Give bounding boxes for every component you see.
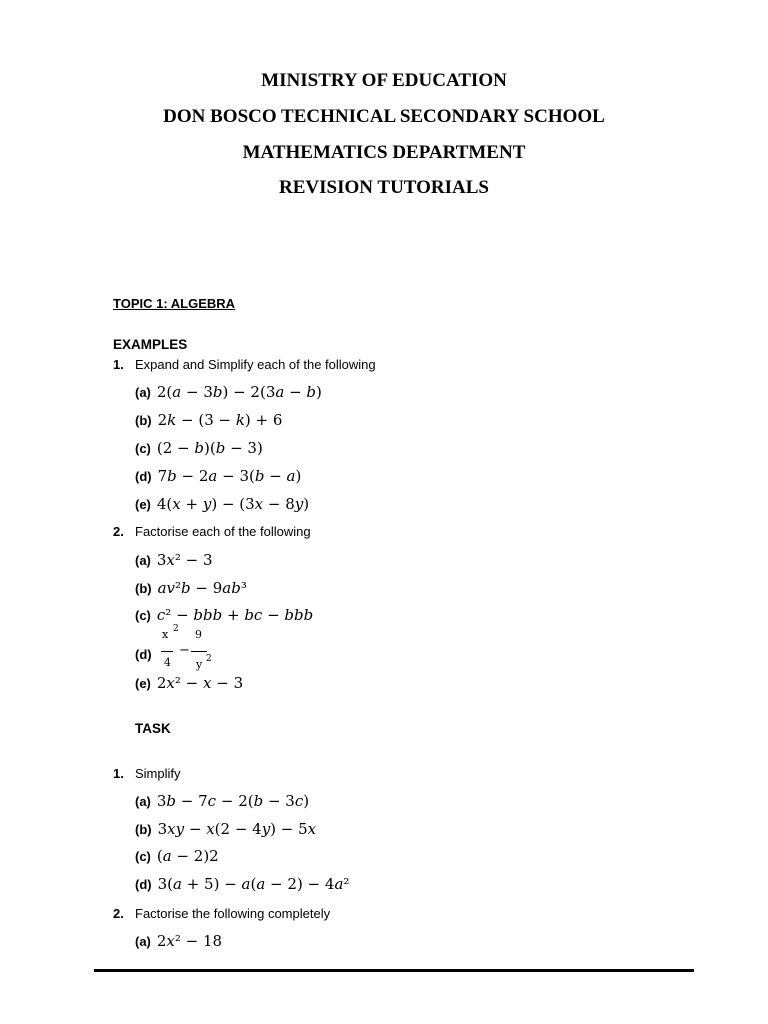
math-expression: 2𝑥² − 𝑥 − 3 — [156, 674, 244, 692]
example-item — [135, 606, 313, 625]
math-expression: 2(𝑎 − 3𝑏) − 2(3𝑎 − 𝑏) — [156, 383, 322, 401]
math-expression: 3𝑏 − 7𝑐 − 2(𝑏 − 3𝑐) — [156, 792, 310, 810]
example-item — [135, 439, 263, 458]
fraction-bar — [191, 651, 207, 652]
item-label: (a) — [135, 794, 151, 809]
department-name: MATHEMATICS DEPARTMENT — [242, 142, 526, 163]
example-question-text: Factorise each of the following — [135, 524, 311, 539]
example-item — [135, 551, 213, 570]
item-label: (c) — [135, 441, 151, 456]
task-item — [135, 792, 309, 811]
example-item — [135, 495, 309, 514]
item-label: (d) — [135, 877, 152, 892]
document-title: REVISION TUTORIALS — [279, 177, 489, 198]
task-item — [135, 847, 219, 866]
item-label: (a) — [135, 385, 151, 400]
fraction-exponent: 2 — [173, 624, 179, 634]
topic-heading: TOPIC 1: ALGEBRA — [113, 296, 236, 311]
item-label: (b) — [135, 581, 152, 596]
task-question-text: Simplify — [135, 766, 181, 781]
task-item — [135, 820, 316, 839]
math-expression: 3𝑥² − 3 — [156, 551, 213, 569]
item-label: (a) — [135, 934, 151, 949]
task-question-text: Factorise the following completely — [135, 906, 331, 921]
math-expression: 3𝑥𝑦 − 𝑥(2 − 4𝑦) − 5𝑥 — [157, 820, 317, 838]
example-question-text: Expand and Simplify each of the following — [135, 357, 376, 372]
item-label: (e) — [135, 497, 151, 512]
example-item — [135, 674, 243, 693]
item-label: (d) — [135, 469, 152, 484]
ministry-title: MINISTRY OF EDUCATION — [261, 70, 507, 91]
item-label: (b) — [135, 822, 152, 837]
fraction-denominator: y — [196, 658, 203, 671]
fraction-denominator: 4 — [164, 656, 171, 669]
item-label: (d) — [135, 647, 152, 662]
item-label: (c) — [135, 849, 151, 864]
task-question-number: 2. — [113, 906, 124, 921]
examples-heading: EXAMPLES — [113, 337, 188, 352]
math-expression: 4(𝑥 + 𝑦) − (3𝑥 − 8𝑦) — [156, 495, 310, 513]
math-expression: 3(𝑎 + 5) − 𝑎(𝑎 − 2) − 4𝑎² — [157, 875, 350, 893]
task-item — [135, 932, 222, 951]
task-item — [135, 875, 349, 894]
fraction-exponent: 2 — [206, 654, 212, 664]
example-item — [135, 411, 282, 430]
math-expression: 2𝑘 − (3 − 𝑘) + 6 — [157, 411, 283, 429]
math-expression: (2 − 𝑏)(𝑏 − 3) — [156, 439, 263, 457]
fraction-bar — [161, 651, 173, 652]
school-name: DON BOSCO TECHNICAL SECONDARY SCHOOL — [163, 106, 605, 127]
example-item — [135, 467, 301, 486]
example-item-fraction — [135, 626, 235, 672]
math-expression: 2𝑥² − 18 — [156, 932, 223, 950]
task-question-number: 1. — [113, 766, 124, 781]
fraction-numerator: 9 — [195, 628, 202, 641]
item-label: (b) — [135, 413, 152, 428]
example-question-number: 1. — [113, 357, 124, 372]
item-label: (e) — [135, 676, 151, 691]
item-label: (c) — [135, 608, 151, 623]
minus-sign: − — [179, 643, 190, 658]
math-expression: 7𝑏 − 2𝑎 − 3(𝑏 − 𝑎) — [157, 467, 302, 485]
fraction-numerator: x — [162, 628, 169, 641]
item-label: (a) — [135, 553, 151, 568]
math-expression: (𝑎 − 2)2 — [156, 847, 219, 865]
example-item — [135, 383, 322, 402]
math-expression: 𝑐² − 𝑏𝑏𝑏 + 𝑏𝑐 − 𝑏𝑏𝑏 — [156, 606, 314, 624]
footer-rule — [94, 969, 694, 972]
example-item — [135, 579, 247, 598]
task-heading: TASK — [135, 721, 171, 736]
example-question-number: 2. — [113, 524, 124, 539]
math-expression: 𝑎𝑣²𝑏 − 9𝑎𝑏³ — [157, 579, 247, 597]
